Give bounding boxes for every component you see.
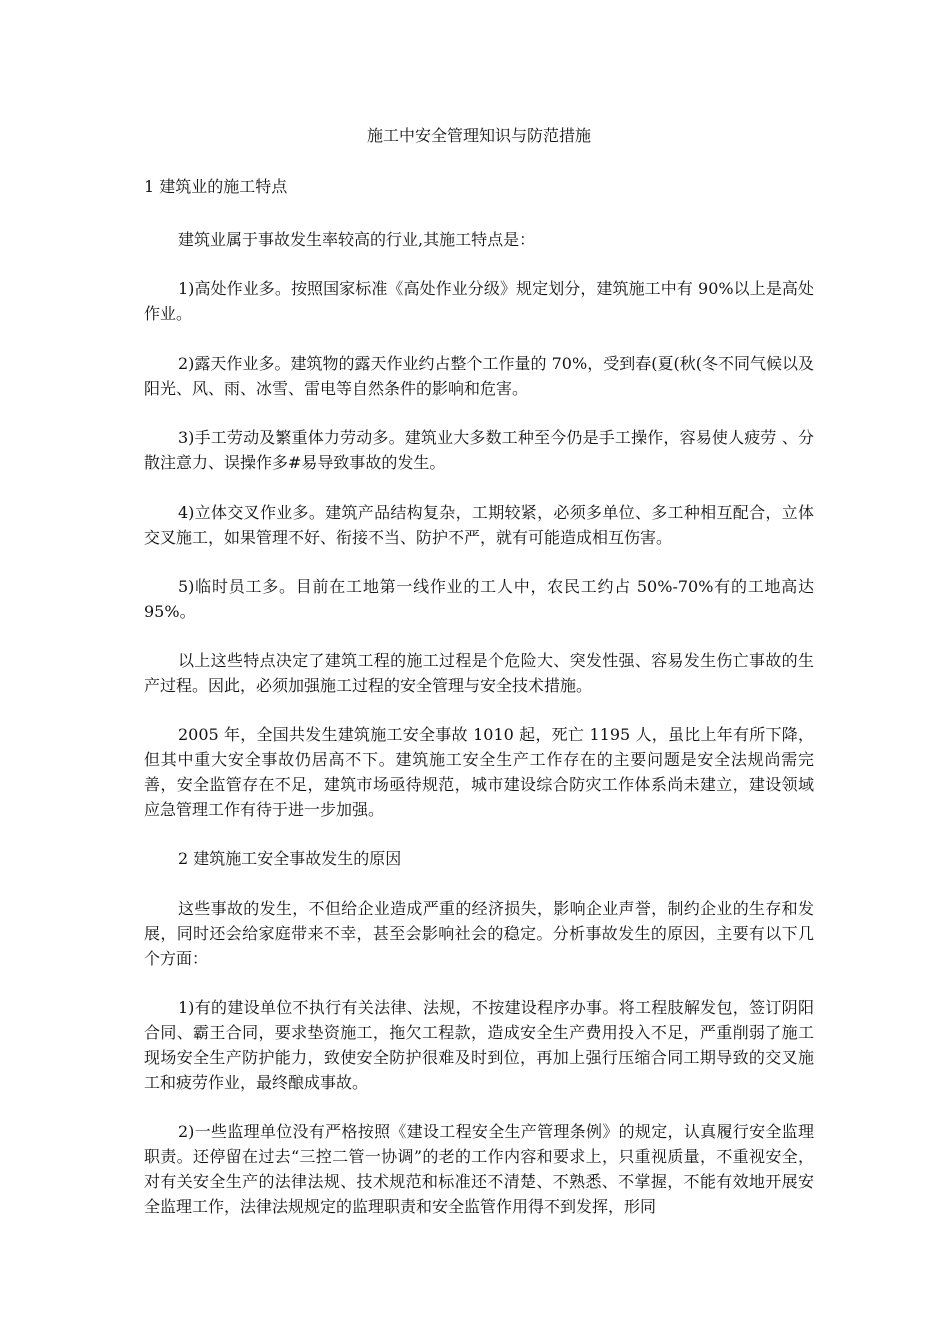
paragraph-cause-1: 1)有的建设单位不执行有关法律、法规，不按建设程序办事。将工程肢解发包，签订阴阳合同、霸王合同，要求垫资施工，拖欠工程款，造成安全生产费用投入不足，严重削弱了施工现场安全生产防护能力，致使安全防护很难及时到位，再加上强行压缩合同工期导致的交叉施工和疲劳作业，最终酿成事故。: [144, 998, 814, 1092]
section-heading-1: 1 建筑业的施工特点: [144, 177, 288, 196]
paragraph-feature-3: 3)手工劳动及繁重体力劳动多。建筑业大多数工种至今仍是手工操作，容易使人疲劳 、分散注意力、误操作多#易导致事故的发生。: [144, 428, 814, 472]
paragraph-2005-statistics: 2005 年，全国共发生建筑施工安全事故 1010 起，死亡 1195 人，虽比上年有所下降，但其中重大安全事故仍居高不下。建筑施工安全生产工作存在的主要问题是安全法规尚需完善，安全监管存在不足，建筑市场亟待规范，城市建设综合防灾工作体系尚未建立，建设领域应急管理工作有待于进一步加强。: [144, 725, 814, 819]
paragraph-feature-1: 1)高处作业多。按照国家标准《高处作业分级》规定划分，建筑施工中有 90%以上是高处作业。: [144, 279, 814, 323]
paragraph-causes-intro: 这些事故的发生，不但给企业造成严重的经济损失，影响企业声誉，制约企业的生存和发展，同时还会给家庭带来不幸，甚至会影响社会的稳定。分析事故发生的原因，主要有以下几个方面：: [144, 899, 814, 968]
paragraph-feature-2: 2)露天作业多。建筑物的露天作业约占整个工作量的 70%，受到春(夏(秋(冬不同气候以及阳光、风、雨、冰雪、雷电等自然条件的影响和危害。: [144, 354, 814, 398]
section-heading-2: 2 建筑施工安全事故发生的原因: [178, 849, 402, 868]
paragraph-feature-5: 5)临时员工多。目前在工地第一线作业的工人中，农民工约占 50%-70%有的工地高达 95%。: [144, 577, 814, 621]
document-title: 施工中安全管理知识与防范措施: [366, 126, 591, 145]
paragraph-feature-4: 4)立体交叉作业多。建筑产品结构复杂，工期较紧，必须多单位、多工种相互配合，立体交叉施工，如果管理不好、衔接不当、防护不严，就有可能造成相互伤害。: [144, 503, 814, 547]
paragraph-cause-2: 2)一些监理单位没有严格按照《建设工程安全生产管理条例》的规定，认真履行安全监理职责。还停留在过去“三控二管一协调”的老的工作内容和要求上，只重视质量，不重视安全，对有关安全生产的法律法规、技术规范和标准还不清楚、不熟悉、不掌握，不能有效地开展安全监理工作，法律法规规定的监理职责和安全监管作用得不到发挥，形同: [144, 1122, 814, 1216]
paragraph-intro: 建筑业属于事故发生率较高的行业,其施工特点是：: [178, 230, 536, 249]
paragraph-summary: 以上这些特点决定了建筑工程的施工过程是个危险大、突发性强、容易发生伤亡事故的生产过程。因此，必须加强施工过程的安全管理与安全技术措施。: [144, 651, 814, 695]
